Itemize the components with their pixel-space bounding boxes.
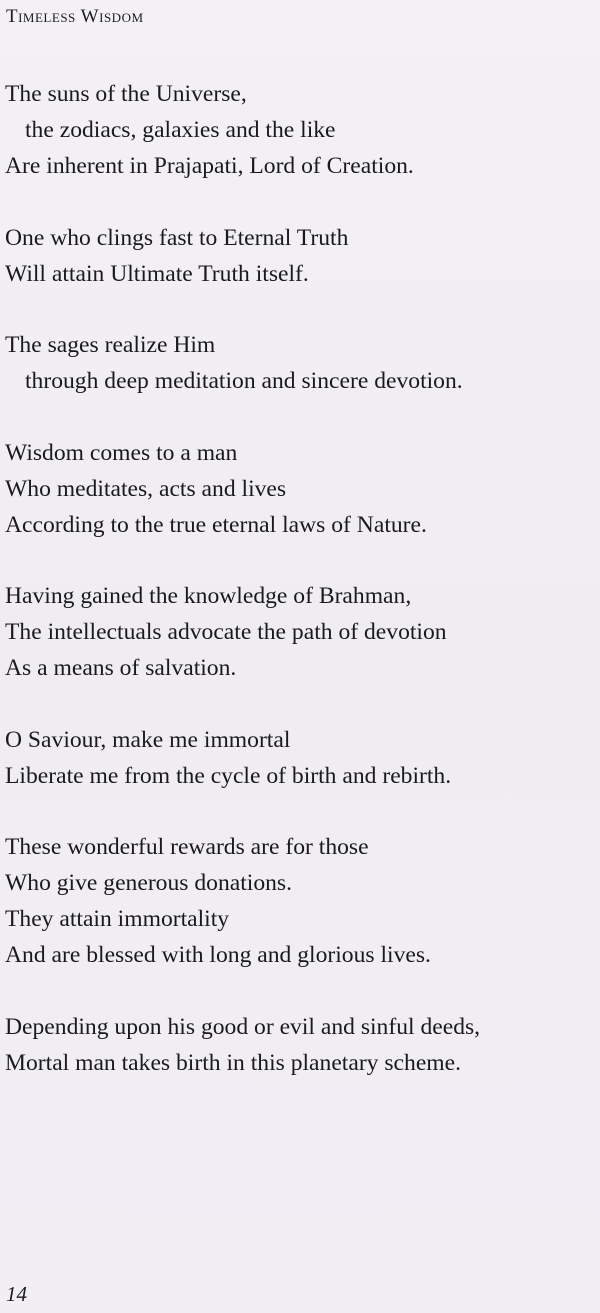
poem-line: Liberate me from the cycle of birth and rebirth. [5,762,452,789]
stanza [5,1009,597,1081]
stanza [5,327,597,399]
page-number: 14 [6,1282,27,1306]
poem-line: Are inherent in Prajapati, Lord of Creation. [5,153,414,179]
poem-line: the zodiacs, galaxies and the like [25,117,336,143]
poem-line: And are blessed with long and glorious lives. [5,942,431,968]
poem-line: Depending upon his good or evil and sinful deeds, [5,1013,481,1040]
poem-line: These wonderful rewards are for those [5,834,369,860]
stanza [5,435,597,543]
stanza [5,829,597,973]
poem-line: Mortal man takes birth in this planetary scheme. [5,1049,462,1076]
stanza [5,722,597,794]
poem-body [5,76,597,1116]
poem-line: The intellectuals advocate the path of devotion [5,619,447,645]
poem-line: The sages realize Him [5,332,216,358]
poem-line: One who clings fast to Eternal Truth [5,224,349,251]
poem-line: Will attain Ultimate Truth itself. [5,260,309,287]
stanza [5,220,597,292]
stanza [5,76,597,184]
poem-line: Having gained the knowledge of Brahman, [5,583,412,609]
poem-line: The suns of the Universe, [5,81,247,107]
poem-line: Wisdom comes to a man [5,439,238,466]
poem-line: According to the true eternal laws of Nature. [5,511,427,538]
running-head: Timeless Wisdom [6,6,144,27]
poem-line: O Saviour, make me immortal [5,726,291,753]
poem-line: through deep meditation and sincere devotion. [25,368,463,394]
poem-line: Who give generous donations. [5,870,292,896]
poem-line: They attain immortality [5,906,230,932]
poem-line: Who meditates, acts and lives [5,475,287,502]
stanza [5,578,597,686]
poem-line: As a means of salvation. [5,655,237,681]
